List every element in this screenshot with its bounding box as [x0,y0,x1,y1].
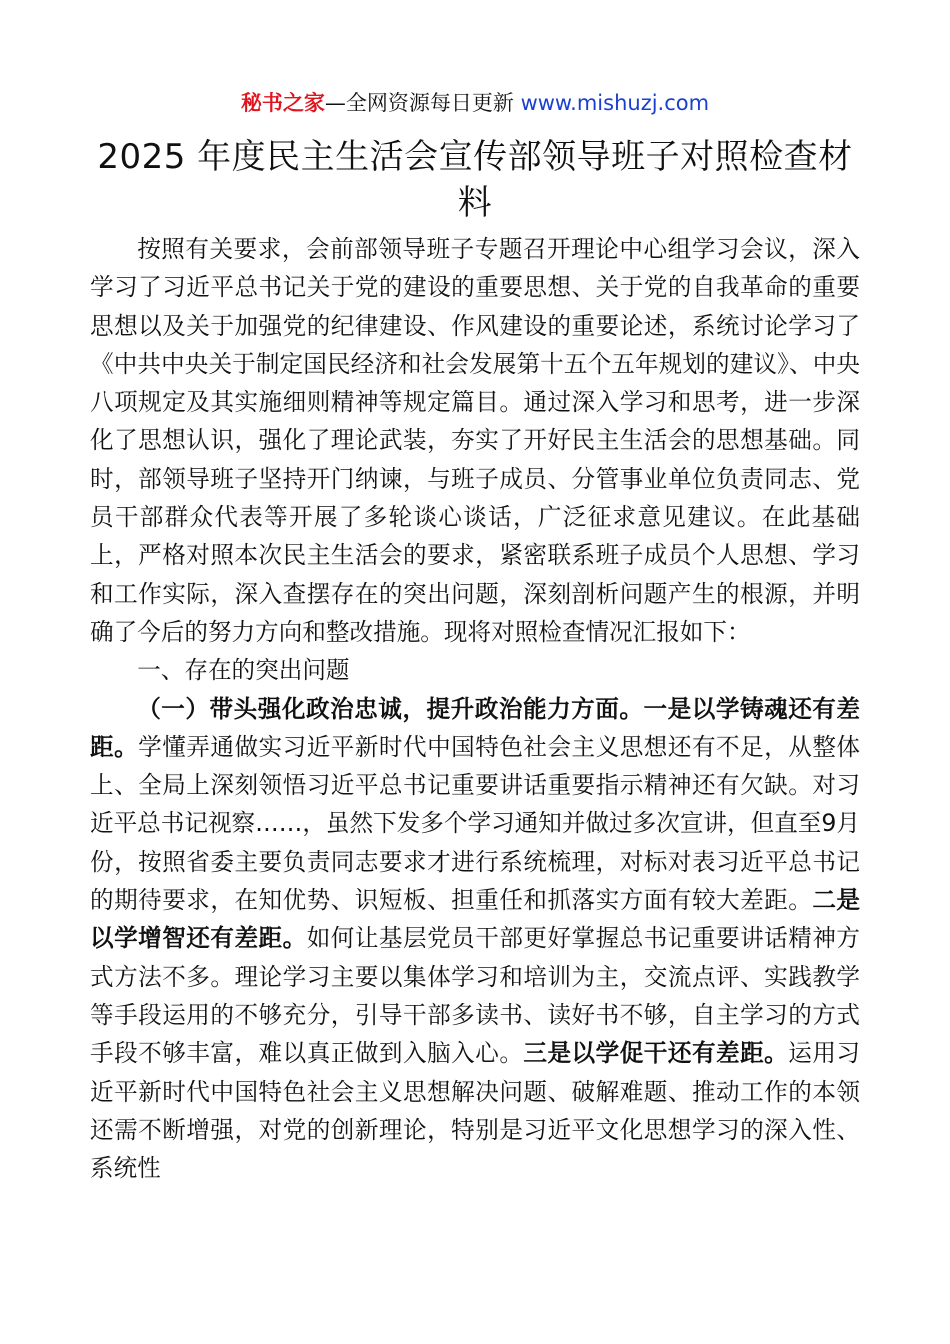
site-url-link[interactable]: www.mishuzj.com [520,91,710,115]
site-header [0,88,950,118]
document-body [90,230,860,1187]
subsection-heading: （一）带头强化政治忠诚，提升政治能力方面。 [137,694,644,723]
subsection-paragraph [90,690,860,1188]
point-1-lead: 一是以学铸魂还有差距。 [90,694,861,761]
point-3-text: 运用习近平新时代中国特色社会主义思想解决问题、破解难题、推动工作的本领还需不断增强，对党的创新理论，特别是习近平文化思想学习的深入性、系统性 [90,1039,861,1183]
point-2-text: 如何让基层党员干部更好掌握总书记重要讲话精神方式方法不多。理论学习主要以集体学习和培训为主，交流点评、实践教学等手段运用的不够充分，引导干部多读书、读好书不够，自主学习的方式手段不够丰富，难以真正做到入脑入心。 [90,924,861,1068]
point-1-text: 学懂弄通做实习近平新时代中国特色社会主义思想还有不足，从整体上、全局上深刻领悟习近平总书记重要讲话重要指示精神还有欠缺。对习近平总书记视察……，虽然下发多个学习通知并做过多次宣讲，但直至9月份，按照省委主要负责同志要求才进行系统梳理，对标对表习近平总书记的期待要求，在知优势、识短板、担重任和抓落实方面有较大差距。 [90,732,861,915]
site-slogan: —全网资源每日更新 [324,91,521,115]
section-heading: 一、存在的突出问题 [137,656,350,685]
document-title: 2025 年度民主生活会宣传部领导班子对照检查材料 [97,137,853,223]
intro-paragraph: 按照有关要求，会前部领导班子专题召开理论中心组学习会议，深入学习了习近平总书记关于党的建设的重要思想、关于党的自我革命的重要思想以及关于加强党的纪律建设、作风建设的重要论述，系统讨论学习了《中共中央关于制定国民经济和社会发展第十五个五年规划的建议》、中央八项规定及其实施细则精神等规定篇目。通过深入学习和思考，进一步深化了思想认识，强化了理论武装，夯实了开好民主生活会的思想基础。同时，部领导班子坚持开门纳谏，与班子成员、分管事业单位负责同志、党员干部群众代表等开展了多轮谈心谈话，广泛征求意见建议。在此基础上，严格对照本次民主生活会的要求，紧密联系班子成员个人思想、学习和工作实际，深入查摆存在的突出问题，深刻剖析问题产生的根源，并明确了今后的努力方向和整改措施。现将对照检查情况汇报如下： [90,235,860,646]
point-2-lead: 二是以学增智还有差距。 [90,886,860,953]
brand-name: 秘书之家 [240,91,325,115]
point-3-lead: 三是以学促干还有差距。 [523,1039,789,1068]
